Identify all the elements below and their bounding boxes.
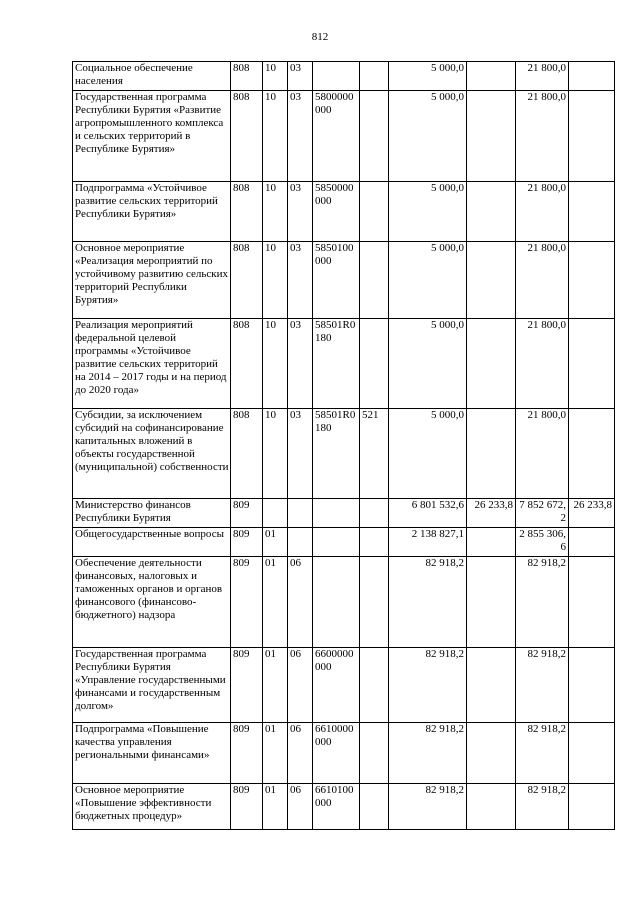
table-row xyxy=(73,62,615,91)
amount-col-3: 82 918,2 xyxy=(516,723,569,784)
section-code: 10 xyxy=(263,91,288,182)
amount-col-4 xyxy=(569,242,615,319)
row-name: Министерство финансов Республики Бурятия xyxy=(73,499,231,528)
ministry-code: 809 xyxy=(231,557,263,648)
amount-col-1: 5 000,0 xyxy=(389,91,467,182)
amount-col-4: 26 233,8 xyxy=(569,499,615,528)
amount-col-2: 26 233,8 xyxy=(467,499,516,528)
expense-type-code xyxy=(360,182,389,242)
target-article-code: 5850000000 xyxy=(313,182,360,242)
section-code: 10 xyxy=(263,409,288,499)
amount-col-2 xyxy=(467,409,516,499)
ministry-code: 809 xyxy=(231,648,263,723)
row-name: Субсидии, за исключением субсидий на софинансирование капитальных вложений в объекты государственной (муниципальной) собственности xyxy=(73,409,231,499)
target-article-code: 6610100000 xyxy=(313,784,360,830)
amount-col-3: 21 800,0 xyxy=(516,182,569,242)
ministry-code: 808 xyxy=(231,182,263,242)
ministry-code: 809 xyxy=(231,723,263,784)
amount-col-3: 2 855 306,6 xyxy=(516,528,569,557)
target-article-code xyxy=(313,499,360,528)
amount-col-4 xyxy=(569,62,615,91)
expense-type-code xyxy=(360,648,389,723)
amount-col-4 xyxy=(569,557,615,648)
amount-col-1: 82 918,2 xyxy=(389,784,467,830)
row-name: Государственная программа Республики Бурятия «Развитие агропромышленного комплекса и сельских территорий в Республике Бурятия» xyxy=(73,91,231,182)
subsection-code: 03 xyxy=(288,319,313,409)
amount-col-1: 5 000,0 xyxy=(389,62,467,91)
amount-col-4 xyxy=(569,319,615,409)
amount-col-1: 82 918,2 xyxy=(389,648,467,723)
expense-type-code xyxy=(360,62,389,91)
table-row xyxy=(73,528,615,557)
amount-col-4 xyxy=(569,182,615,242)
table-row xyxy=(73,648,615,723)
section-code: 10 xyxy=(263,319,288,409)
amount-col-2 xyxy=(467,648,516,723)
amount-col-1: 5 000,0 xyxy=(389,182,467,242)
target-article-code xyxy=(313,557,360,648)
amount-col-4 xyxy=(569,784,615,830)
table-row xyxy=(73,723,615,784)
section-code: 01 xyxy=(263,557,288,648)
expense-type-code xyxy=(360,723,389,784)
amount-col-2 xyxy=(467,242,516,319)
subsection-code: 03 xyxy=(288,91,313,182)
section-code: 01 xyxy=(263,784,288,830)
row-name: Социальное обеспечение населения xyxy=(73,62,231,91)
section-code: 10 xyxy=(263,182,288,242)
amount-col-1: 82 918,2 xyxy=(389,723,467,784)
target-article-code: 5800000000 xyxy=(313,91,360,182)
ministry-code: 808 xyxy=(231,409,263,499)
amount-col-3: 21 800,0 xyxy=(516,242,569,319)
amount-col-2 xyxy=(467,319,516,409)
ministry-code: 808 xyxy=(231,242,263,319)
amount-col-4 xyxy=(569,648,615,723)
ministry-code: 808 xyxy=(231,91,263,182)
table-row xyxy=(73,319,615,409)
amount-col-4 xyxy=(569,91,615,182)
expense-type-code xyxy=(360,528,389,557)
expense-type-code xyxy=(360,557,389,648)
amount-col-3: 21 800,0 xyxy=(516,319,569,409)
page-number: 812 xyxy=(311,31,329,43)
expense-type-code: 521 xyxy=(360,409,389,499)
amount-col-2 xyxy=(467,557,516,648)
row-name: Основное мероприятие «Повышение эффективности бюджетных процедур» xyxy=(73,784,231,830)
row-name: Основное мероприятие «Реализация мероприятий по устойчивому развитию сельских территорий Республики Бурятия» xyxy=(73,242,231,319)
amount-col-1: 5 000,0 xyxy=(389,409,467,499)
target-article-code: 6610000000 xyxy=(313,723,360,784)
ministry-code: 809 xyxy=(231,528,263,557)
row-name: Государственная программа Республики Бурятия «Управление государственными финансами и государственным долгом» xyxy=(73,648,231,723)
row-name: Реализация мероприятий федеральной целевой программы «Устойчивое развитие сельских территорий на 2014 – 2017 годы и на период до 2020 года» xyxy=(73,319,231,409)
amount-col-4 xyxy=(569,528,615,557)
table-row xyxy=(73,409,615,499)
subsection-code: 03 xyxy=(288,242,313,319)
ministry-code: 809 xyxy=(231,784,263,830)
section-code: 01 xyxy=(263,528,288,557)
table-row xyxy=(73,557,615,648)
amount-col-3: 82 918,2 xyxy=(516,557,569,648)
amount-col-2 xyxy=(467,723,516,784)
subsection-code: 03 xyxy=(288,62,313,91)
amount-col-3: 21 800,0 xyxy=(516,62,569,91)
target-article-code: 58501R0180 xyxy=(313,319,360,409)
ministry-code: 809 xyxy=(231,499,263,528)
expense-type-code xyxy=(360,499,389,528)
ministry-code: 808 xyxy=(231,62,263,91)
budget-table xyxy=(72,61,615,830)
table-row xyxy=(73,499,615,528)
section-code xyxy=(263,499,288,528)
expense-type-code xyxy=(360,784,389,830)
amount-col-2 xyxy=(467,91,516,182)
table-row xyxy=(73,91,615,182)
subsection-code: 03 xyxy=(288,182,313,242)
table-row xyxy=(73,784,615,830)
amount-col-1: 2 138 827,1 xyxy=(389,528,467,557)
amount-col-2 xyxy=(467,784,516,830)
amount-col-2 xyxy=(467,182,516,242)
amount-col-1: 82 918,2 xyxy=(389,557,467,648)
target-article-code: 5850100000 xyxy=(313,242,360,319)
target-article-code xyxy=(313,62,360,91)
amount-col-1: 6 801 532,6 xyxy=(389,499,467,528)
amount-col-3: 21 800,0 xyxy=(516,91,569,182)
row-name: Подпрограмма «Устойчивое развитие сельских территорий Республики Бурятия» xyxy=(73,182,231,242)
amount-col-3: 82 918,2 xyxy=(516,648,569,723)
target-article-code: 6600000000 xyxy=(313,648,360,723)
ministry-code: 808 xyxy=(231,319,263,409)
amount-col-2 xyxy=(467,62,516,91)
subsection-code xyxy=(288,499,313,528)
amount-col-2 xyxy=(467,528,516,557)
amount-col-3: 21 800,0 xyxy=(516,409,569,499)
table-row xyxy=(73,182,615,242)
subsection-code: 06 xyxy=(288,557,313,648)
subsection-code: 06 xyxy=(288,784,313,830)
amount-col-4 xyxy=(569,723,615,784)
target-article-code xyxy=(313,528,360,557)
subsection-code: 06 xyxy=(288,648,313,723)
expense-type-code xyxy=(360,319,389,409)
subsection-code: 06 xyxy=(288,723,313,784)
section-code: 10 xyxy=(263,62,288,91)
amount-col-1: 5 000,0 xyxy=(389,319,467,409)
section-code: 10 xyxy=(263,242,288,319)
target-article-code: 58501R0180 xyxy=(313,409,360,499)
table-row xyxy=(73,242,615,319)
row-name: Общегосударственные вопросы xyxy=(73,528,231,557)
expense-type-code xyxy=(360,91,389,182)
row-name: Подпрограмма «Повышение качества управления региональными финансами» xyxy=(73,723,231,784)
amount-col-3: 7 852 672,2 xyxy=(516,499,569,528)
subsection-code: 03 xyxy=(288,409,313,499)
amount-col-3: 82 918,2 xyxy=(516,784,569,830)
row-name: Обеспечение деятельности финансовых, налоговых и таможенных органов и органов финансового (финансово-бюджетного) надзора xyxy=(73,557,231,648)
subsection-code xyxy=(288,528,313,557)
section-code: 01 xyxy=(263,723,288,784)
amount-col-4 xyxy=(569,409,615,499)
expense-type-code xyxy=(360,242,389,319)
section-code: 01 xyxy=(263,648,288,723)
amount-col-1: 5 000,0 xyxy=(389,242,467,319)
